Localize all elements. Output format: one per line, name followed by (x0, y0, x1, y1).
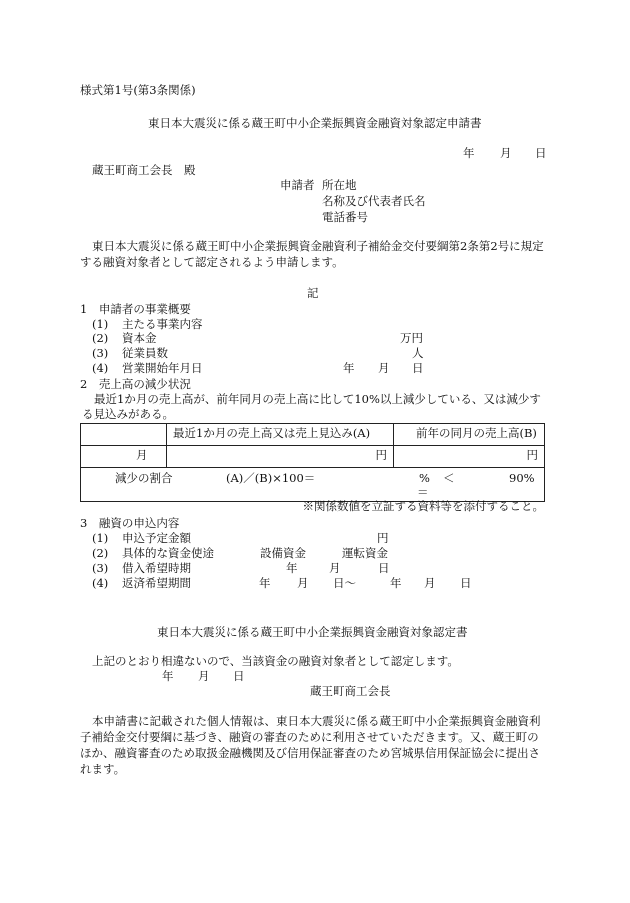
date-year-label: 年 (463, 146, 475, 160)
privacy-line-4: れます。 (80, 762, 126, 776)
s1-item4-month: 月 (378, 361, 390, 375)
privacy-line-1: 本申請書に記載された個人情報は、東日本大震災に係る蔵王町中小企業振興資金融資利 (92, 714, 541, 728)
form-number: 様式第1号(第3条関係) (80, 83, 196, 97)
table-ratio-cell (81, 468, 545, 502)
s3-item2-option-equipment: 設備資金 (260, 546, 306, 560)
ratio-equals: ＝ (417, 485, 429, 499)
s3-item4-label: 返済希望期間 (122, 576, 191, 590)
date-month-label: 月 (500, 146, 512, 160)
s1-item4-label: 営業開始年月日 (122, 361, 203, 375)
s1-item2-unit: 万円 (400, 331, 423, 345)
s1-item3-unit: 人 (412, 346, 424, 360)
table-header-b (394, 424, 545, 446)
s1-item2-label: 資本金 (122, 331, 157, 345)
s1-item1-label: 主たる事業内容 (122, 317, 203, 331)
table-header-b-label: 前年の同月の売上高(B) (416, 426, 537, 440)
table-yen-a: 円 (375, 448, 387, 462)
s3-item2-label: 具体的な資金使途 (122, 546, 214, 560)
certification-year: 年 (162, 669, 174, 683)
section2-heading: 2 売上高の減少状況 (80, 377, 191, 391)
s3-item3-month: 月 (329, 561, 341, 575)
ratio-formula: (A)／(B)×100＝ (226, 471, 316, 485)
table-header-a (167, 424, 394, 446)
certification-issuer: 蔵王町商工会長 (310, 684, 391, 698)
applicant-address-label: 所在地 (322, 178, 357, 192)
table-row (81, 468, 545, 502)
table-value-b-cell (394, 446, 545, 468)
table-row (81, 424, 545, 446)
s3-item1-num: (1) (92, 531, 109, 545)
certification-text: 上記のとおり相違ないので、当該資金の融資対象者として認定します。 (92, 654, 459, 668)
s1-item4-year: 年 (343, 361, 355, 375)
s1-item2-num: (2) (92, 331, 109, 345)
certification-month: 月 (198, 669, 210, 683)
section1-heading: 1 申請者の事業概要 (80, 302, 191, 316)
applicant-name-label: 名称及び代表者氏名 (322, 194, 426, 208)
privacy-line-3: ほか、融資審査のため取扱金融機関及び信用保証審査のため宮城県信用保証協会に提出さ (80, 746, 540, 760)
privacy-line-2: 子補給金交付要綱に基づき、融資の審査のために利用させていただきます。又、蔵王町の (80, 730, 539, 744)
table-header-a-label: 最近1か月の売上高又は売上見込み(A) (173, 426, 371, 440)
table-cell-empty (81, 424, 167, 446)
s3-item4-year-start: 年 (259, 576, 271, 590)
s1-item4-num: (4) (92, 361, 109, 375)
ratio-threshold: 90% (509, 471, 535, 485)
applicant-label: 申請者 (280, 178, 315, 192)
table-month-cell (81, 446, 167, 468)
table-value-a-cell (167, 446, 394, 468)
table-month-label: 月 (136, 448, 148, 462)
s3-item2-option-operating: 運転資金 (342, 546, 388, 560)
table-yen-b: 円 (526, 448, 538, 462)
table-row (81, 446, 545, 468)
ki-heading: 記 (307, 286, 319, 300)
certification-day: 日 (233, 669, 245, 683)
intro-line-2: する融資対象者として認定されるよう申請します。 (80, 255, 344, 269)
s3-item1-unit: 円 (377, 531, 389, 545)
s3-item3-label: 借入希望時期 (122, 561, 191, 575)
s3-item3-year: 年 (286, 561, 298, 575)
sales-comparison-table (80, 423, 545, 502)
s1-item3-label: 従業員数 (122, 346, 168, 360)
s3-item3-day: 日 (378, 561, 390, 575)
s3-item4-month-start: 月 (297, 576, 309, 590)
s3-item3-num: (3) (92, 561, 109, 575)
section2-desc-line-2: る見込みがある。 (82, 407, 174, 421)
s3-item4-day-end: 日 (460, 576, 472, 590)
s3-item4-num: (4) (92, 576, 109, 590)
attachment-note: ※関係数値を立証する資料等を添付すること。 (302, 499, 544, 513)
addressee: 蔵王町商工会長 殿 (92, 163, 196, 177)
s3-item2-num: (2) (92, 546, 109, 560)
s1-item1-num: (1) (92, 317, 109, 331)
section3-heading: 3 融資の申込内容 (80, 516, 180, 530)
s3-item4-year-end: 年 (390, 576, 402, 590)
s1-item4-day: 日 (412, 361, 424, 375)
ratio-label: 減少の割合 (115, 471, 173, 485)
date-day-label: 日 (535, 146, 547, 160)
section2-desc-line-1: 最近1か月の売上高が、前年同月の売上高に比して10%以上減少している、又は減少す (94, 392, 541, 406)
s3-item1-label: 申込予定金額 (122, 531, 191, 545)
s3-item4-day-start: 日〜 (333, 576, 356, 590)
applicant-phone-label: 電話番号 (322, 210, 368, 224)
ratio-less-than: ＜ (443, 471, 455, 485)
certification-title: 東日本大震災に係る蔵王町中小企業振興資金融資対象認定書 (157, 625, 468, 639)
ratio-percent: % (419, 471, 430, 485)
intro-line-1: 東日本大震災に係る蔵王町中小企業振興資金融資利子補給金交付要綱第2条第2号に規定 (92, 239, 544, 253)
s3-item4-month-end: 月 (424, 576, 436, 590)
s1-item3-num: (3) (92, 346, 109, 360)
document-title: 東日本大震災に係る蔵王町中小企業振興資金融資対象認定申請書 (148, 116, 482, 130)
